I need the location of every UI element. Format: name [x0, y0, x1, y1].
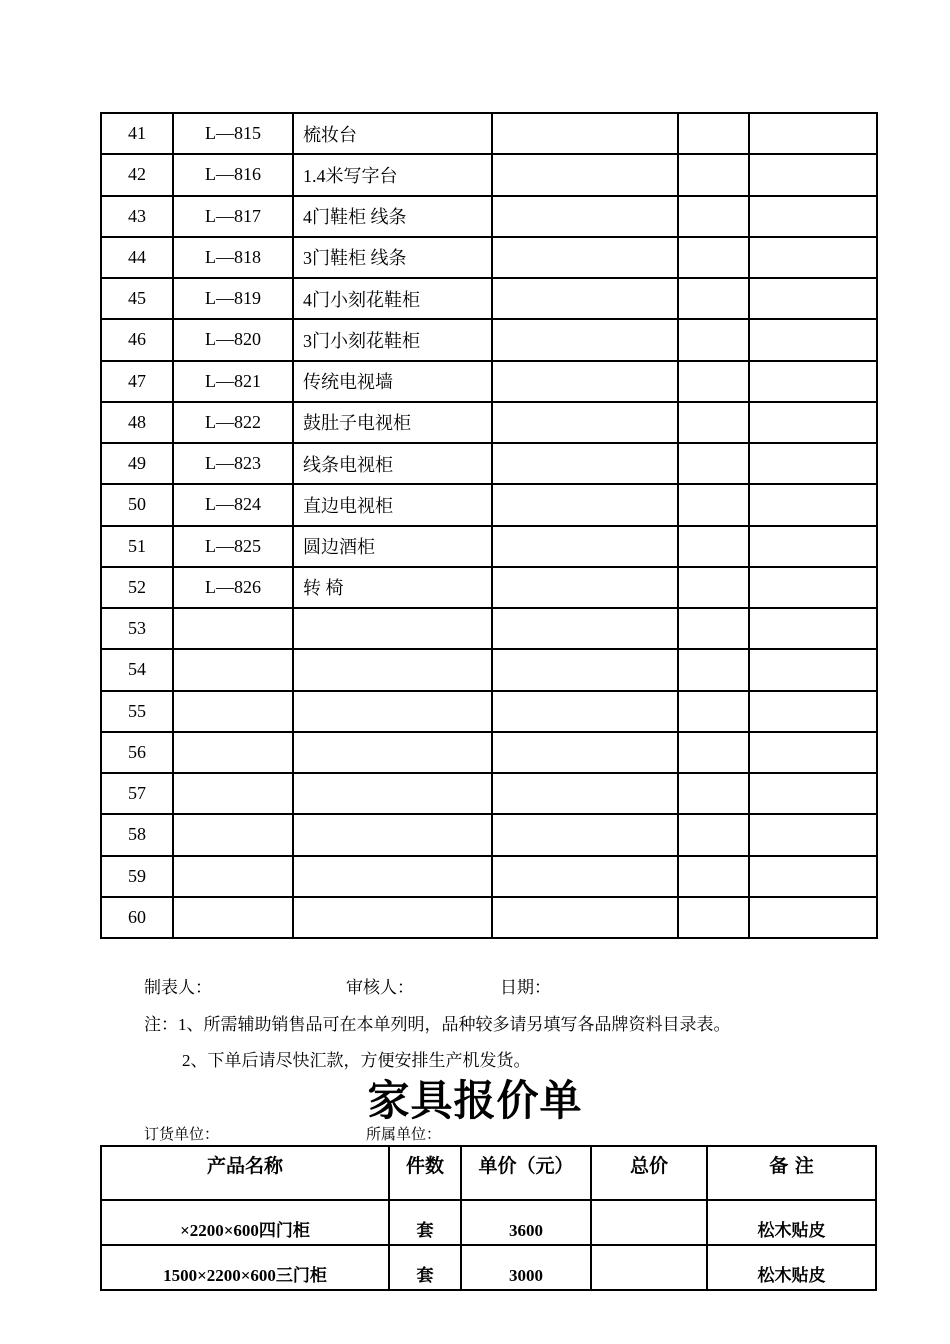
row-code: [173, 897, 293, 938]
row-spec: [492, 691, 678, 732]
row-quantity: [678, 278, 749, 319]
row-spec: [492, 154, 678, 195]
row-number: 49: [101, 443, 173, 484]
row-remarks: [749, 196, 877, 237]
quote-row: [101, 1245, 876, 1290]
row-quantity: [678, 443, 749, 484]
belong-unit-label: 所属单位：: [366, 1127, 442, 1143]
row-product-name: [293, 814, 492, 855]
row-spec: [492, 814, 678, 855]
row-number: 55: [101, 691, 173, 732]
row-product-name: 直边电视柜: [293, 484, 492, 525]
row-spec: [492, 402, 678, 443]
note-2: 2、下单后请尽快汇款，方便安排生产机发货。: [182, 1051, 531, 1070]
row-number: 53: [101, 608, 173, 649]
row-code: L—823: [173, 443, 293, 484]
quote-quantity: 套: [389, 1245, 461, 1290]
table-row: [101, 484, 877, 525]
row-quantity: [678, 773, 749, 814]
note-1: 注：1、所需辅助销售品可在本单列明，品种较多请另填写各品牌资料目录表。: [144, 1015, 731, 1034]
row-remarks: [749, 649, 877, 690]
row-remarks: [749, 773, 877, 814]
table-row: [101, 154, 877, 195]
row-product-name: [293, 897, 492, 938]
table-row: [101, 196, 877, 237]
row-remarks: [749, 237, 877, 278]
row-product-name: 圆边酒柜: [293, 526, 492, 567]
row-remarks: [749, 732, 877, 773]
table-row: [101, 814, 877, 855]
date-label: 日期：: [500, 978, 551, 997]
row-product-name: 3门鞋柜 线条: [293, 237, 492, 278]
row-code: L—821: [173, 361, 293, 402]
quote-product-name: 1500×2200×600三门柜: [101, 1245, 389, 1290]
row-spec: [492, 773, 678, 814]
row-code: [173, 856, 293, 897]
row-code: L—825: [173, 526, 293, 567]
row-number: 59: [101, 856, 173, 897]
row-spec: [492, 526, 678, 567]
row-number: 54: [101, 649, 173, 690]
table-row: [101, 361, 877, 402]
row-product-name: 1.4米写字台: [293, 154, 492, 195]
row-product-name: 4门小刻花鞋柜: [293, 278, 492, 319]
row-spec: [492, 897, 678, 938]
quote-title: 家具报价单: [367, 1076, 583, 1125]
row-spec: [492, 608, 678, 649]
row-code: [173, 608, 293, 649]
row-code: L—819: [173, 278, 293, 319]
table-row: [101, 319, 877, 360]
row-spec: [492, 443, 678, 484]
row-quantity: [678, 526, 749, 567]
row-product-name: [293, 856, 492, 897]
quote-product-name: ×2200×600四门柜: [101, 1200, 389, 1245]
quote-total: [591, 1200, 707, 1245]
row-product-name: [293, 732, 492, 773]
quote-remarks: 松木贴皮: [707, 1245, 876, 1290]
row-remarks: [749, 278, 877, 319]
row-code: [173, 649, 293, 690]
row-product-name: [293, 608, 492, 649]
order-unit-label: 订货单位：: [144, 1127, 220, 1143]
row-quantity: [678, 732, 749, 773]
row-code: [173, 773, 293, 814]
row-number: 58: [101, 814, 173, 855]
row-code: [173, 732, 293, 773]
row-number: 43: [101, 196, 173, 237]
table-row: [101, 649, 877, 690]
row-quantity: [678, 814, 749, 855]
row-product-name: [293, 773, 492, 814]
row-remarks: [749, 856, 877, 897]
row-product-name: [293, 649, 492, 690]
row-quantity: [678, 402, 749, 443]
row-number: 41: [101, 113, 173, 154]
row-spec: [492, 856, 678, 897]
row-quantity: [678, 319, 749, 360]
row-remarks: [749, 897, 877, 938]
row-number: 51: [101, 526, 173, 567]
header-unit-price: 单价（元）: [461, 1146, 591, 1200]
header-quantity: 件数: [389, 1146, 461, 1200]
table-row: [101, 237, 877, 278]
quote-row: [101, 1200, 876, 1245]
row-quantity: [678, 608, 749, 649]
row-code: L—816: [173, 154, 293, 195]
row-code: [173, 814, 293, 855]
row-number: 44: [101, 237, 173, 278]
row-quantity: [678, 154, 749, 195]
row-code: L—826: [173, 567, 293, 608]
row-product-name: 转 椅: [293, 567, 492, 608]
row-quantity: [678, 649, 749, 690]
row-spec: [492, 196, 678, 237]
row-code: L—822: [173, 402, 293, 443]
row-number: 57: [101, 773, 173, 814]
table-row: [101, 402, 877, 443]
row-number: 47: [101, 361, 173, 402]
quote-remarks: 松木贴皮: [707, 1200, 876, 1245]
quote-quantity: 套: [389, 1200, 461, 1245]
quote-table: [100, 1145, 877, 1291]
row-quantity: [678, 237, 749, 278]
row-code: L—817: [173, 196, 293, 237]
row-code: L—815: [173, 113, 293, 154]
row-remarks: [749, 608, 877, 649]
row-spec: [492, 237, 678, 278]
maker-label: 制表人：: [144, 978, 212, 997]
quote-unit-price: 3600: [461, 1200, 591, 1245]
row-remarks: [749, 814, 877, 855]
row-remarks: [749, 113, 877, 154]
row-spec: [492, 113, 678, 154]
row-number: 52: [101, 567, 173, 608]
row-remarks: [749, 319, 877, 360]
row-product-name: 梳妆台: [293, 113, 492, 154]
table-row: [101, 278, 877, 319]
row-number: 42: [101, 154, 173, 195]
row-quantity: [678, 897, 749, 938]
header-total-price: 总价: [591, 1146, 707, 1200]
row-spec: [492, 732, 678, 773]
row-product-name: 传统电视墙: [293, 361, 492, 402]
row-quantity: [678, 113, 749, 154]
row-remarks: [749, 526, 877, 567]
row-number: 46: [101, 319, 173, 360]
row-quantity: [678, 856, 749, 897]
row-remarks: [749, 402, 877, 443]
row-quantity: [678, 484, 749, 525]
row-number: 45: [101, 278, 173, 319]
row-product-name: 4门鞋柜 线条: [293, 196, 492, 237]
quote-unit-price: 3000: [461, 1245, 591, 1290]
quote-total: [591, 1245, 707, 1290]
table-row: [101, 113, 877, 154]
row-code: L—820: [173, 319, 293, 360]
table-row: [101, 443, 877, 484]
row-quantity: [678, 196, 749, 237]
row-spec: [492, 484, 678, 525]
table-row: [101, 526, 877, 567]
row-product-name: 鼓肚子电视柜: [293, 402, 492, 443]
header-product-name: 产品名称: [101, 1146, 389, 1200]
row-number: 50: [101, 484, 173, 525]
row-number: 60: [101, 897, 173, 938]
table-row: [101, 897, 877, 938]
table-row: [101, 773, 877, 814]
row-quantity: [678, 567, 749, 608]
row-quantity: [678, 691, 749, 732]
row-product-name: 线条电视柜: [293, 443, 492, 484]
row-number: 56: [101, 732, 173, 773]
header-remarks: 备 注: [707, 1146, 876, 1200]
row-remarks: [749, 691, 877, 732]
row-remarks: [749, 154, 877, 195]
row-remarks: [749, 443, 877, 484]
table-row: [101, 732, 877, 773]
row-remarks: [749, 361, 877, 402]
items-table: [100, 112, 878, 939]
table-row: [101, 691, 877, 732]
table-row: [101, 567, 877, 608]
row-code: L—818: [173, 237, 293, 278]
row-spec: [492, 649, 678, 690]
checker-label: 审核人：: [346, 978, 414, 997]
row-code: L—824: [173, 484, 293, 525]
table-row: [101, 608, 877, 649]
row-spec: [492, 567, 678, 608]
row-product-name: [293, 691, 492, 732]
row-spec: [492, 361, 678, 402]
row-remarks: [749, 567, 877, 608]
row-spec: [492, 319, 678, 360]
row-product-name: 3门小刻花鞋柜: [293, 319, 492, 360]
row-code: [173, 691, 293, 732]
table-row: [101, 856, 877, 897]
row-remarks: [749, 484, 877, 525]
row-quantity: [678, 361, 749, 402]
row-number: 48: [101, 402, 173, 443]
quote-header-row: [101, 1146, 876, 1200]
row-spec: [492, 278, 678, 319]
